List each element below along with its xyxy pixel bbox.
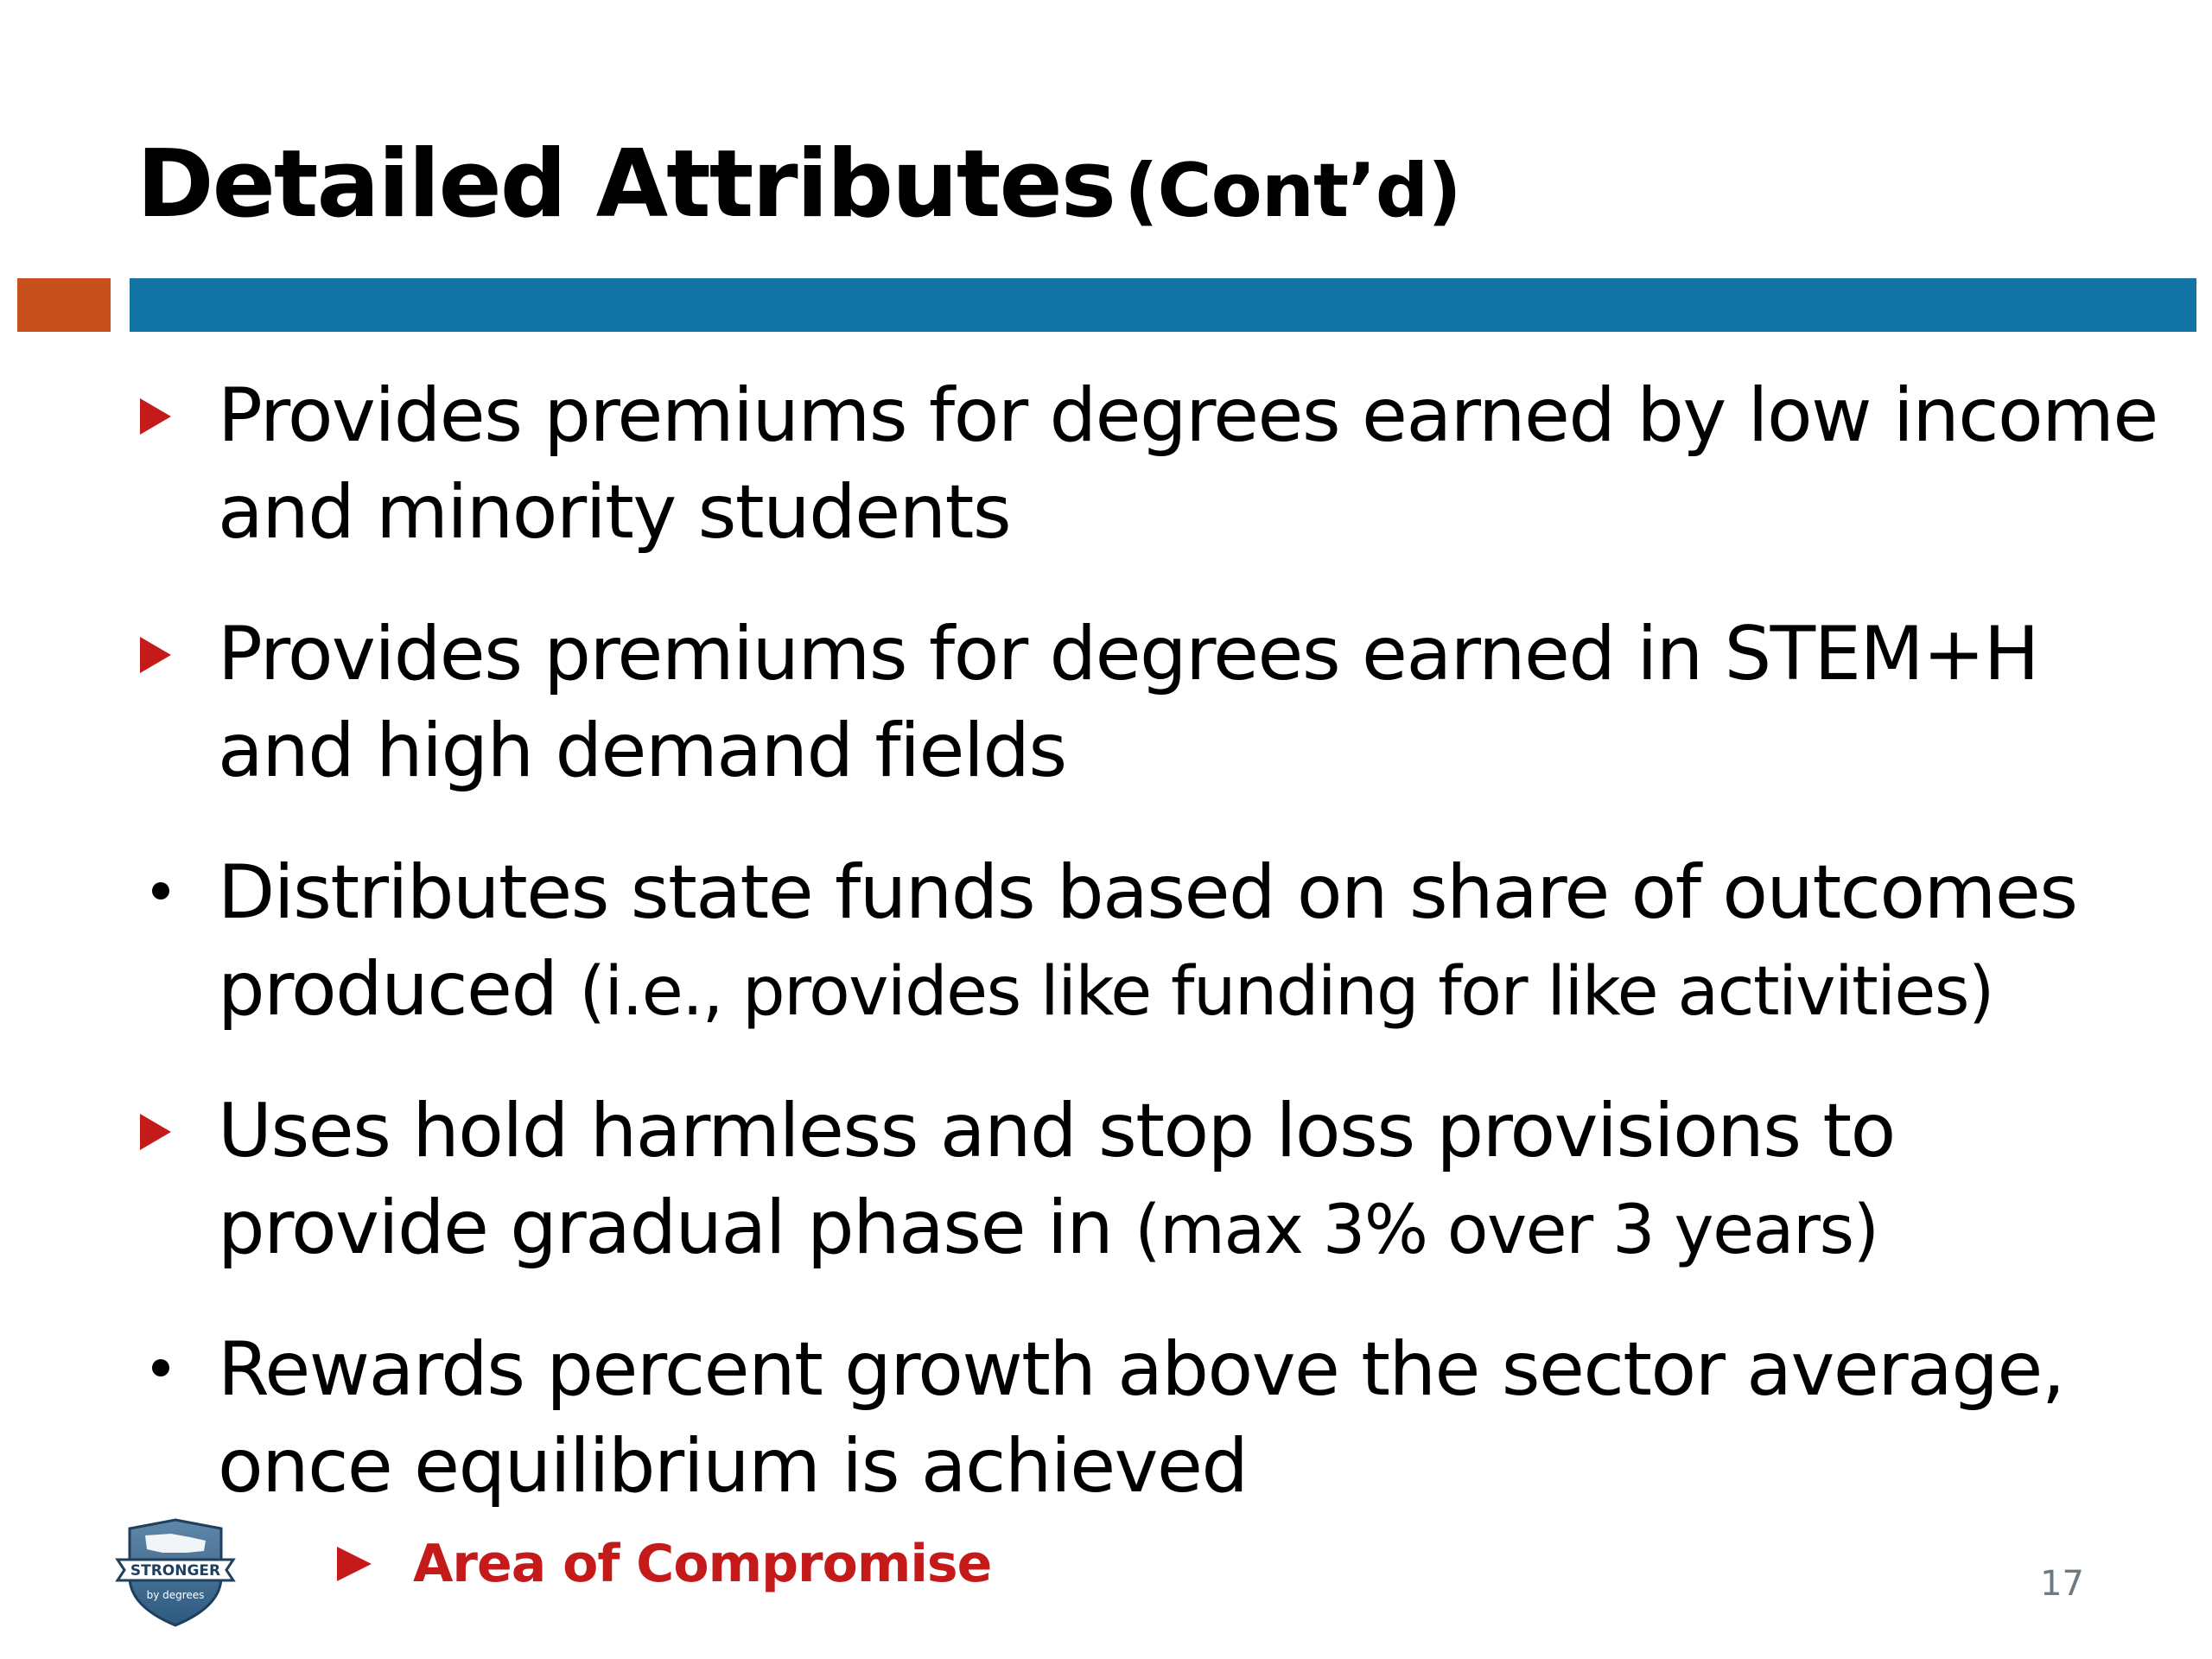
bullet-parenthetical: (i.e., provides like funding for like activities) bbox=[579, 953, 1993, 1031]
bullet-list bbox=[0, 367, 2212, 1560]
bullet-item bbox=[0, 1321, 2212, 1560]
bullet-text bbox=[218, 1083, 2162, 1279]
legend-area-of-compromise bbox=[335, 1534, 991, 1594]
red-arrow-icon bbox=[138, 395, 173, 438]
legend-label: Area of Compromise bbox=[413, 1534, 992, 1594]
logo-line1: STRONGER bbox=[130, 1562, 221, 1580]
stronger-by-degrees-logo bbox=[111, 1516, 240, 1629]
slide-title bbox=[137, 130, 1461, 238]
red-arrow-icon bbox=[138, 633, 173, 677]
bullet-item bbox=[0, 844, 2212, 1083]
bullet-text bbox=[218, 1321, 2162, 1515]
bullet-item bbox=[0, 1083, 2212, 1321]
bullet-text bbox=[218, 844, 2162, 1040]
bullet-main-text: Provides premiums for degrees earned in STEM+H and high demand fields bbox=[218, 611, 2038, 794]
bullet-main-text: Rewards percent growth above the sector average, once equilibrium is achieved bbox=[218, 1326, 2064, 1510]
bullet-main-text: Provides premiums for degrees earned by low income and minority students bbox=[218, 372, 2158, 556]
shield-logo-icon bbox=[111, 1516, 240, 1629]
bullet-text bbox=[218, 367, 2162, 561]
bullet-item bbox=[0, 367, 2212, 606]
bullet-item bbox=[0, 606, 2212, 844]
red-arrow-icon bbox=[335, 1544, 373, 1584]
slide-title-main: Detailed Attributes bbox=[137, 130, 1116, 238]
title-accent-orange-bar bbox=[17, 278, 111, 332]
bullet-dot-icon bbox=[152, 1359, 169, 1376]
logo-line2: by degrees bbox=[146, 1589, 205, 1601]
bullet-dot-icon bbox=[152, 882, 169, 899]
bullet-main-text: Uses hold harmless and stop loss provisions to provide gradual phase in bbox=[218, 1088, 1895, 1271]
red-arrow-icon bbox=[138, 1110, 173, 1154]
bullet-main-text: Distributes state funds based on share of outcomes produced bbox=[218, 849, 2077, 1033]
title-accent-blue-bar bbox=[130, 278, 2196, 332]
bullet-parenthetical: (max 3% over 3 years) bbox=[1135, 1192, 1878, 1269]
slide-title-suffix: (Cont’d) bbox=[1124, 148, 1461, 234]
bullet-text bbox=[218, 606, 2162, 799]
page-number: 17 bbox=[2040, 1564, 2084, 1604]
